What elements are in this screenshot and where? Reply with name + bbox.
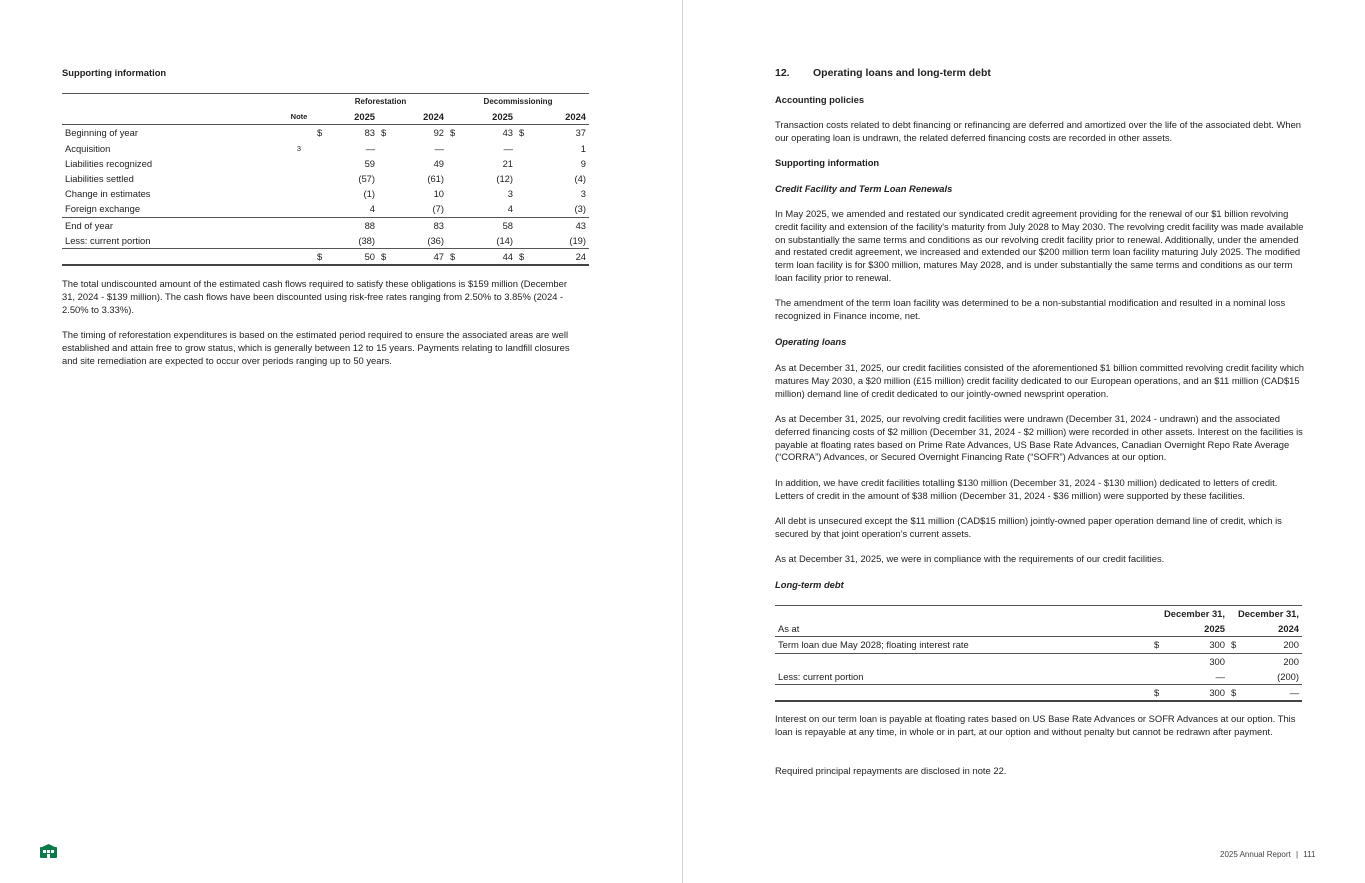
paragraph-undiscounted-cash-flows: The total undiscounted amount of the estimated cash flows required to satisfy these obligations is $159 million (December 31, 2024 - $139 million). The cash flows have been discounted using risk-free rates ranging from 2.50% to 3.85% (2024 - 2.50% to 3.33%).	[62, 278, 567, 315]
cell-value: 200	[1242, 637, 1302, 653]
operating-loans-paragraph-1: As at December 31, 2025, our credit facilities consisted of the aforementioned $1 billion committed revolving credit facility which matures May 2030, a $20 million (£15 million) credit facility dedicated to our European operations, and an $11 million (CAD$15 million) demand line of credit dedicated to our jointly-owned newsprint operation.	[775, 362, 1304, 399]
col-header-date: December 31,	[1151, 606, 1228, 622]
row-label	[62, 248, 284, 265]
long-term-debt-table	[775, 605, 1302, 702]
as-at-label: As at	[775, 621, 1151, 637]
year-header: 2025	[461, 109, 516, 125]
cell-value: 24	[530, 248, 589, 265]
cell-value: 50	[328, 248, 378, 265]
table-row	[775, 653, 1302, 669]
cell-value: 10	[433, 188, 444, 200]
currency-symbol: $	[519, 127, 525, 139]
decommissioning-header: Decommissioning	[447, 94, 589, 110]
cell-value: —	[1165, 669, 1228, 685]
year-header: 2025	[328, 109, 378, 125]
currency-symbol: $	[516, 248, 530, 265]
accounting-policies-text: Transaction costs related to debt financing or refinancing are deferred and amortized over the life of the associated debt. When our operating loan is undrawn, the related deferred financing costs are recorded in other assets.	[775, 119, 1301, 143]
operating-loans-paragraph-4: All debt is unsecured except the $11 million (CAD$15 million) jointly-owned paper operation demand line of credit, which is secured by that joint operation’s current assets.	[775, 515, 1282, 539]
renewals-paragraph-2: The amendment of the term loan facility was determined to be a non-substantial modification and resulted in a nominal loss recognized in Finance income, net.	[775, 297, 1286, 321]
report-label: 2025 Annual Report	[1220, 850, 1291, 859]
cell-value: 43	[502, 127, 513, 139]
cell-value: 4	[461, 201, 516, 217]
currency-symbol: $	[381, 127, 387, 139]
table-group-header-row	[62, 94, 589, 110]
aro-table	[62, 93, 589, 266]
row-label	[775, 653, 1151, 669]
ltd-header-row	[775, 606, 1302, 622]
col-header-date: December 31,	[1228, 606, 1302, 622]
cell-value: 300	[1165, 637, 1228, 653]
renewals-heading: Credit Facility and Term Loan Renewals	[775, 183, 953, 194]
operating-loans-paragraph-3: In addition, we have credit facilities totalling $130 million (December 31, 2024 - $130 million) dedicated to letters of credit. Letters of credit in the amount of $38 million (December 31, 2024 - $36 million) were supported by these facilities.	[775, 477, 1278, 501]
year-header: 2024	[392, 109, 447, 125]
cell-value: 49	[433, 157, 444, 169]
cell-value: 300	[1209, 655, 1225, 667]
cell-value: 37	[575, 127, 586, 139]
note-number: 12.	[775, 67, 790, 79]
table-row	[62, 217, 589, 233]
table-row	[775, 637, 1302, 653]
table-row	[62, 201, 589, 217]
cell-value: 9	[580, 157, 586, 169]
right-page	[683, 0, 1365, 883]
currency-symbol: $	[378, 248, 392, 265]
table-row	[62, 186, 589, 201]
row-label: Less: current portion	[62, 233, 284, 249]
cell-value: 44	[461, 248, 516, 265]
note-title: Operating loans and long-term debt	[813, 67, 991, 79]
cell-value: —	[503, 142, 513, 154]
cell-value: (12)	[496, 173, 513, 185]
row-label: Change in estimates	[65, 188, 151, 200]
ltd-paragraph-2: Required principal repayments are disclosed in note 22.	[775, 765, 1007, 776]
cell-value: 88	[364, 219, 375, 231]
ltd-year-header-row	[775, 621, 1302, 637]
currency-symbol: $	[1151, 684, 1165, 701]
cell-value: 200	[1283, 655, 1299, 667]
operating-loans-heading: Operating loans	[775, 336, 847, 347]
page-footer	[1220, 849, 1315, 862]
currency-symbol: $	[317, 127, 323, 139]
cell-value: —	[434, 142, 444, 154]
cell-value: 4	[328, 201, 378, 217]
cell-value: 83	[364, 127, 375, 139]
table-total-row	[62, 248, 589, 265]
cell-value: 43	[575, 219, 586, 231]
table-row	[62, 233, 589, 249]
supporting-info-heading: Supporting information	[62, 67, 167, 78]
cell-value: 47	[392, 248, 447, 265]
cell-value: 59	[364, 157, 375, 169]
currency-symbol: $	[1151, 637, 1165, 653]
year-header: 2025	[1165, 621, 1228, 637]
currency-symbol: $	[1228, 637, 1242, 653]
cell-value: (200)	[1242, 669, 1302, 685]
cell-value: (7)	[392, 201, 447, 217]
footer-separator: |	[1295, 850, 1299, 859]
cell-value: 92	[433, 127, 444, 139]
cell-value: —	[365, 142, 375, 154]
row-label	[775, 684, 1151, 701]
table-row	[775, 669, 1302, 685]
cell-value: 3	[580, 188, 586, 200]
table-total-row	[775, 684, 1302, 701]
currency-symbol: $	[314, 248, 328, 265]
cell-value: (38)	[328, 233, 378, 249]
cell-value: (57)	[358, 173, 375, 185]
cell-value: 21	[502, 157, 513, 169]
currency-symbol: $	[447, 248, 461, 265]
ltd-paragraph-1: Interest on our term loan is payable at floating rates based on US Base Rate Advances or SOFR Advances at our option. This loan is repayable at any time, in whole or in part, at our option and without penalty but cannot be redrawn after payment.	[775, 713, 1296, 737]
cell-value: (4)	[574, 173, 586, 185]
cell-value: 1	[580, 142, 586, 154]
cell-value: (14)	[461, 233, 516, 249]
cell-value: —	[1242, 684, 1302, 701]
table-row	[62, 141, 589, 156]
row-label: Foreign exchange	[62, 201, 284, 217]
paragraph-reforestation-timing: The timing of reforestation expenditures is based on the estimated period required to ensure the associated areas are well established and attain free to grow status, which is generally between 12 to 15 years. Payments relating to landfill closures and site remediation are expected to occur over periods ranging up to 50 years.	[62, 329, 570, 366]
table-year-header-row	[62, 109, 589, 125]
currency-symbol: $	[450, 127, 456, 139]
table-row	[62, 125, 589, 141]
long-term-debt-heading: Long-term debt	[775, 579, 844, 590]
supporting-info-heading: Supporting information	[775, 157, 880, 168]
company-logo-icon	[40, 844, 57, 858]
row-label: Liabilities recognized	[65, 157, 153, 169]
row-label: Less: current portion	[775, 669, 1151, 685]
row-label: Term loan due May 2028; floating interest rate	[775, 637, 1151, 653]
reforestation-header: Reforestation	[314, 94, 447, 110]
cell-value: 3	[507, 188, 513, 200]
year-header: 2024	[530, 109, 589, 125]
cell-value: (36)	[392, 233, 447, 249]
table-row	[62, 171, 589, 186]
row-label: End of year	[65, 219, 113, 231]
cell-value: (19)	[530, 233, 589, 249]
cell-value: 300	[1165, 684, 1228, 701]
operating-loans-paragraph-5: As at December 31, 2025, we were in compliance with the requirements of our credit facilities.	[775, 553, 1165, 564]
row-label: Beginning of year	[65, 127, 138, 139]
left-page	[0, 0, 682, 883]
row-label: Acquisition	[65, 142, 111, 154]
page-number: 111	[1303, 850, 1316, 859]
cell-value: 83	[433, 219, 444, 231]
table-row	[62, 156, 589, 171]
note-ref: 3	[296, 143, 302, 153]
cell-value: (61)	[427, 173, 444, 185]
row-label: Liabilities settled	[65, 173, 134, 185]
operating-loans-paragraph-2: As at December 31, 2025, our revolving credit facilities were undrawn (December 31, 2024 - undrawn) and the associated deferred financing costs of $2 million (December 31, 2024 - $2 million) were recorded in other assets. Interest on the facilities is payable at floating rates based on Prime Rate Advances, US Base Rate Advances, Canadian Overnight Repo Rate Average (“CORRA”) Advances, or Secured Overnight Financing Rate (“SOFR”) Advances at our option.	[775, 413, 1303, 463]
renewals-paragraph-1: In May 2025, we amended and restated our syndicated credit agreement providing for the renewal of our $1 billion revolving credit facility and extension of the facility's maturity from July 2028 to May 2030. The revolving credit facility was made available on substantially the same terms and conditions as our revolving credit facility prior to renewal. Additionally, under the amended and restated credit agreement, we increased and extended our $200 million term loan facility maturing July 2025. The modified term loan facility is for $300 million, matures May 2028, and is under substantially the same terms and conditions as our term loan facility prior to renewal.	[775, 208, 1304, 283]
currency-symbol: $	[1228, 684, 1242, 701]
cell-value: 58	[502, 219, 513, 231]
cell-value: (1)	[363, 188, 375, 200]
year-header: 2024	[1242, 621, 1302, 637]
note-header: Note	[284, 109, 314, 125]
accounting-policies-heading: Accounting policies	[775, 94, 865, 105]
cell-value: (3)	[530, 201, 589, 217]
